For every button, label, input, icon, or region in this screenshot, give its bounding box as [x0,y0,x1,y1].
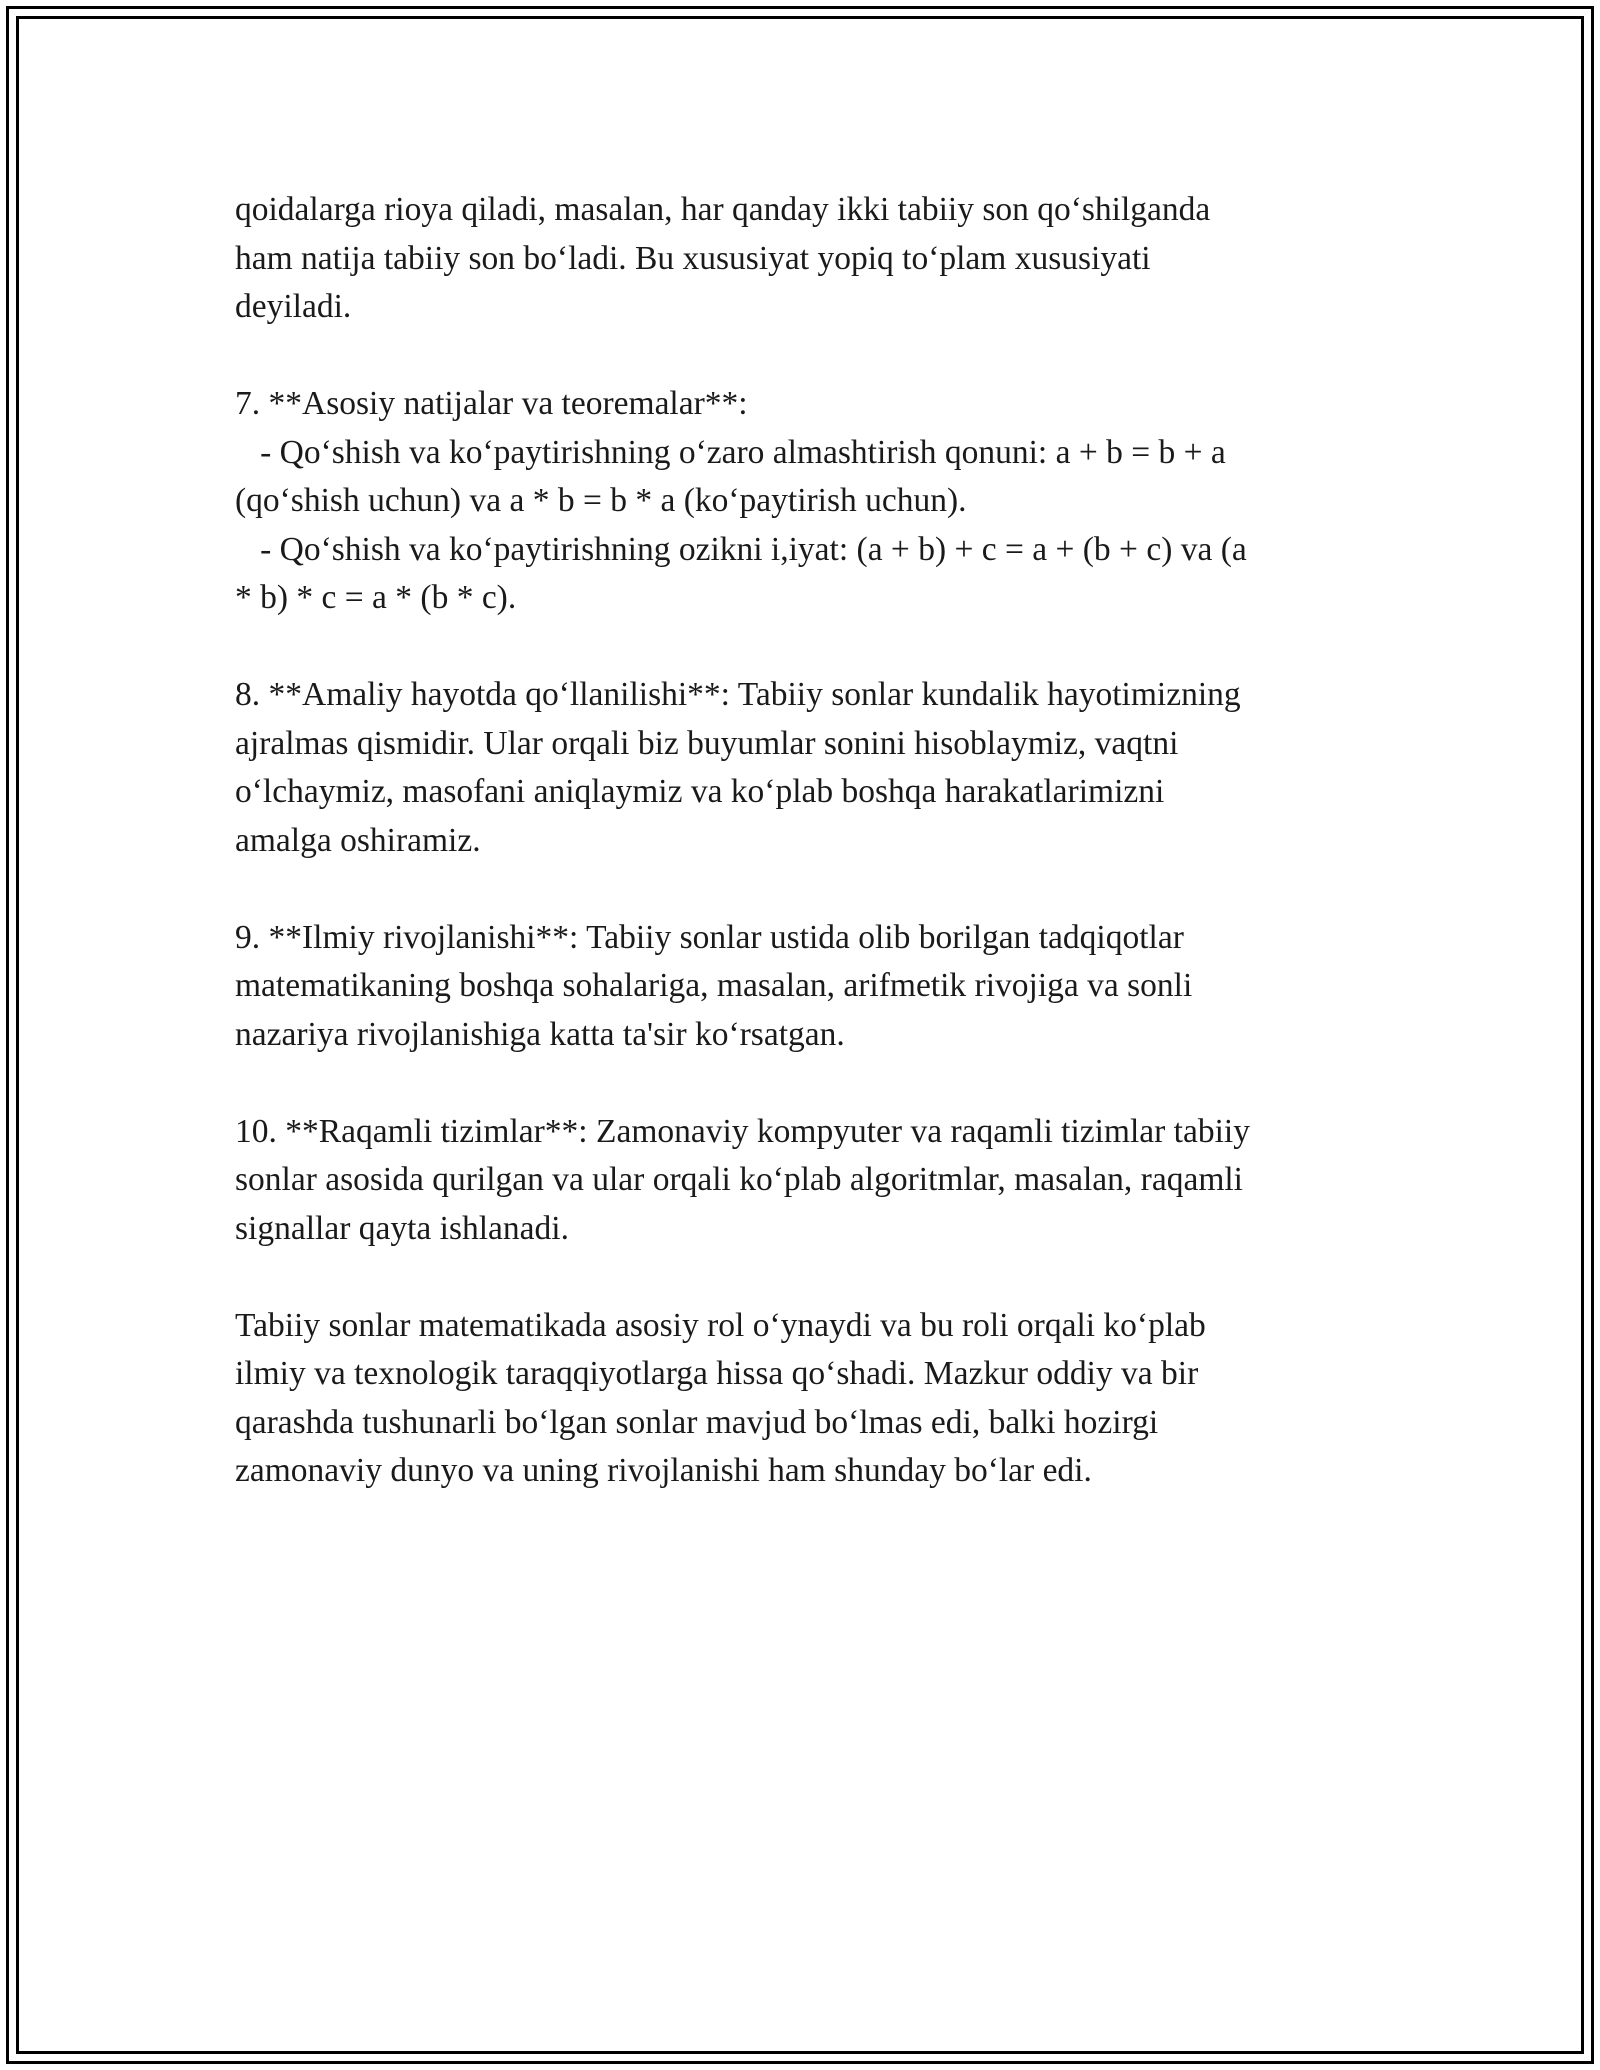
paragraph-scientific-development [235,914,1365,1060]
text-line: sonlar asosida qurilgan va ular orqali ko‘plab algoritmlar, masalan, raqamli [235,1161,1243,1198]
text-line: 10. **Raqamli tizimlar**: Zamonaviy kompyuter va raqamli tizimlar tabiiy [235,1112,1250,1150]
text-line: signallar qayta ishlanadi. [235,1209,569,1247]
text-line: - Qo‘shish va ko‘paytirishning o‘zaro almashtirish qonuni: a + b = b + a [235,433,1226,471]
text-line: o‘lchaymiz, masofani aniqlaymiz va ko‘plab boshqa harakatlarimizni [235,773,1165,810]
text-line: nazariya rivojlanishiga katta ta'sir ko‘rsatgan. [235,1015,845,1053]
text-line: * b) * c = a * (b * c). [235,579,517,616]
text-line: qarashda tushunarli bo‘lgan sonlar mavjud bo‘lmas edi, balki hozirgi [235,1403,1159,1441]
text-line: 8. **Amaliy hayotda qo‘llanilishi**: Tabiiy sonlar kundalik hayotimizning [235,676,1241,713]
text-line: Tabiiy sonlar matematikada asosiy rol o‘ynaydi va bu roli orqali ko‘plab [235,1306,1206,1344]
text-line: (qo‘shish uchun) va a * b = b * a (ko‘paytirish uchun). [235,482,967,519]
text-line: - Qo‘shish va ko‘paytirishning ozikni i,iyat: (a + b) + c = a + (b + c) va (a [235,530,1247,568]
text-line: qoidalarga rioya qiladi, masalan, har qanday ikki tabiiy son qo‘shilganda [235,191,1211,228]
text-line: 9. **Ilmiy rivojlanishi**: Tabiiy sonlar ustida olib borilgan tadqiqotlar [235,918,1184,956]
document-body [235,186,1365,1544]
paragraph-digital-systems [235,1108,1365,1254]
text-line: amalga oshiramiz. [235,821,481,859]
paragraph-conclusion [235,1302,1365,1496]
text-line: matematikaning boshqa sohalariga, masalan, arifmetik rivojiga va sonli [235,967,1193,1004]
text-line: ajralmas qismidir. Ular orqali biz buyumlar sonini hisoblaymiz, vaqtni [235,724,1179,762]
text-line: ham natija tabiiy son bo‘ladi. Bu xususiyat yopiq to‘plam xususiyati [235,239,1151,277]
text-line: ilmiy va texnologik taraqqiyotlarga hissa qo‘shadi. Mazkur oddiy va bir [235,1355,1199,1392]
text-line: 7. **Asosiy natijalar va teoremalar**: [235,385,748,422]
text-line: deyiladi. [235,288,352,325]
text-line: zamonaviy dunyo va uning rivojlanishi ham shunday bo‘lar edi. [235,1452,1092,1489]
paragraph-practical-use [235,671,1365,865]
paragraph-main-results [235,380,1365,623]
paragraph-closure-property [235,186,1365,332]
